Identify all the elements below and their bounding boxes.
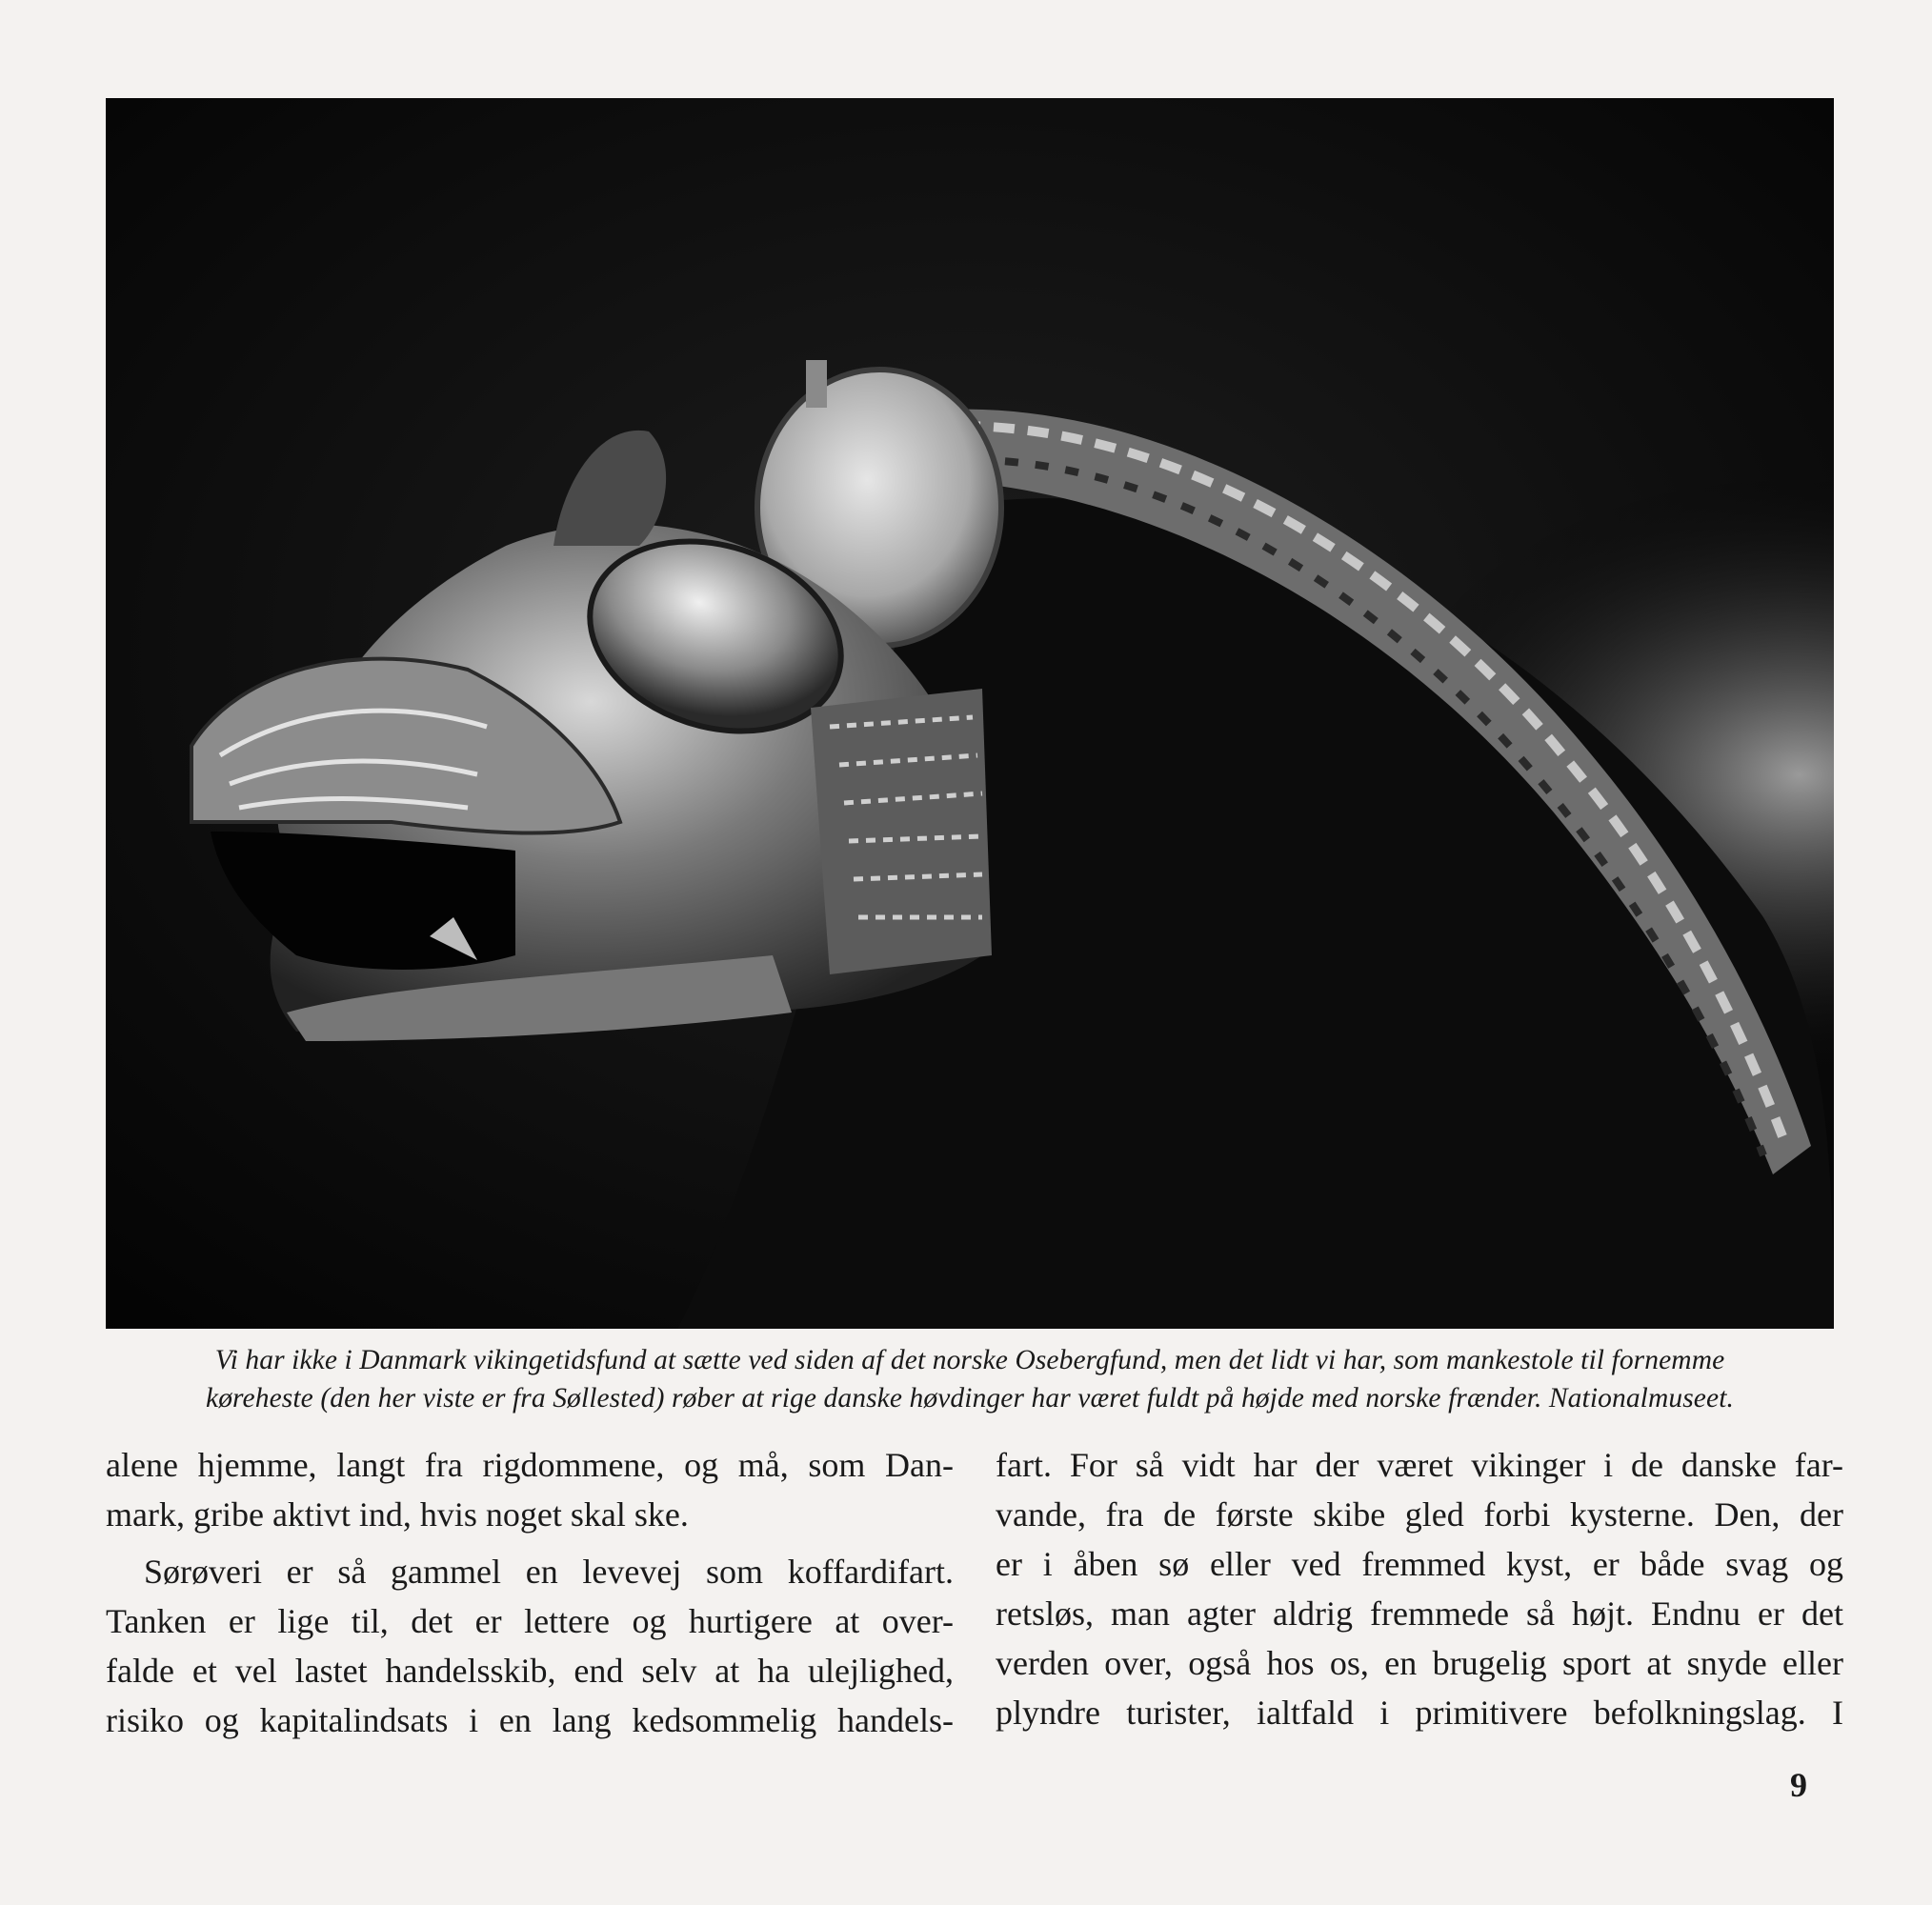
body-text-line: falde et vel lastet handelsskib, end selv at ha ulejlighed, (106, 1652, 954, 1690)
body-column-left (106, 1440, 954, 1745)
photograph-horse-collar-beast-head (106, 98, 1834, 1329)
photo-illustration (106, 98, 1834, 1329)
body-column-right (996, 1440, 1843, 1737)
body-text-line: er i åben sø eller ved fremmed kyst, er både svag og (996, 1545, 1843, 1583)
caption-line: Vi har ikke i Danmark vikingetidsfund at sætte ved siden af det norske Osebergfund, men det lidt vi har, som mankestole til fornemme (214, 1345, 1725, 1375)
caption-line: køreheste (den her viste er fra Søllested) røber at rige danske høvdinger har været fuldt på højde med norske frænder. Nationalmuseet. (206, 1383, 1734, 1414)
body-text-line: plyndre turister, ialtfald i primitivere befolkningslag. I (996, 1694, 1843, 1732)
body-text-line: retsløs, man agter aldrig fremmede så højt. Endnu er det (996, 1594, 1843, 1633)
body-text-line: vande, fra de første skibe gled forbi kysterne. Den, der (996, 1495, 1843, 1534)
body-text-line: fart. For så vidt har der været vikinger i de danske far- (996, 1446, 1843, 1484)
body-text-line: alene hjemme, langt fra rigdommene, og må, som Dan- (106, 1446, 954, 1484)
body-text-line: risiko og kapitalindsats i en lang kedsommelig handels- (106, 1701, 954, 1739)
body-text-line: Sørøveri er så gammel en levevej som koffardifart. (144, 1553, 954, 1591)
body-text-line: verden over, også hos os, en brugelig sport at snyde eller (996, 1644, 1843, 1682)
body-text-line: Tanken er lige til, det er lettere og hurtigere at over- (106, 1602, 954, 1640)
page-number: 9 (1790, 1766, 1807, 1804)
photo-caption (106, 1341, 1834, 1417)
body-text-line: mark, gribe aktivt ind, hvis noget skal ske. (106, 1495, 689, 1534)
